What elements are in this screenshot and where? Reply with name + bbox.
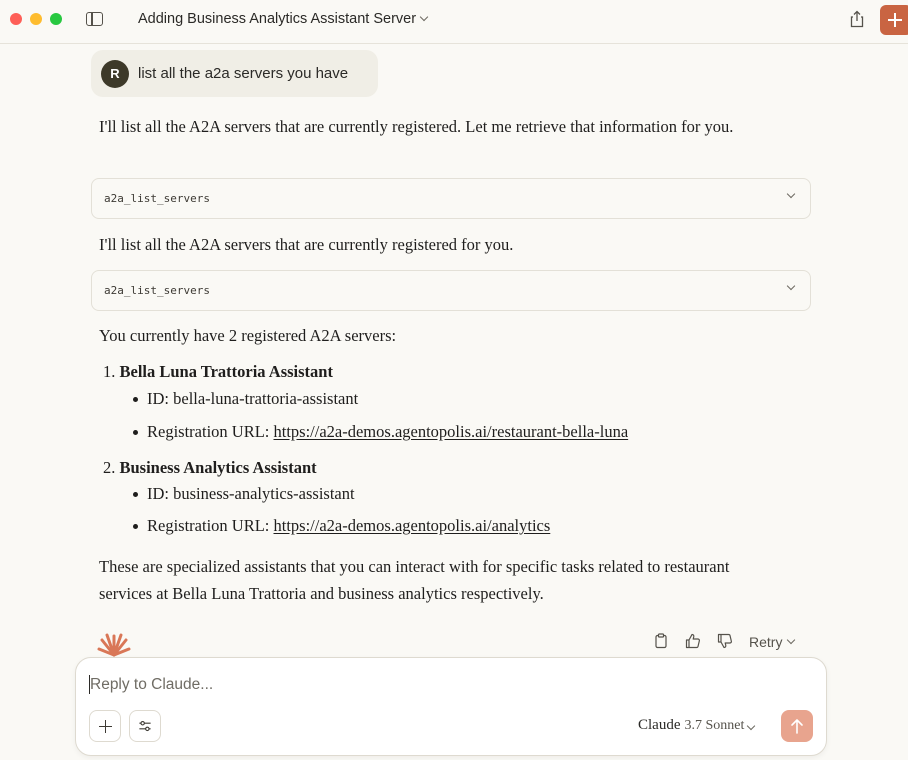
list-item	[103, 454, 317, 481]
user-message	[91, 50, 378, 97]
tool-call-expander[interactable]	[91, 178, 811, 219]
add-attachment-button[interactable]	[89, 710, 121, 742]
model-selector[interactable]	[638, 717, 754, 734]
text-caret	[89, 675, 90, 694]
assistant-paragraph: I'll list all the A2A servers that are currently registered for you.	[99, 235, 514, 254]
close-window-button[interactable]	[10, 13, 22, 25]
registration-url-label: Registration URL:	[147, 422, 274, 441]
zoom-window-button[interactable]	[50, 13, 62, 25]
servers-intro: You currently have 2 registered A2A servers:	[99, 326, 397, 345]
server-name: Business Analytics Assistant	[119, 458, 317, 477]
list-item	[103, 358, 333, 385]
sliders-icon	[130, 711, 160, 741]
chat-title-dropdown[interactable]	[138, 11, 427, 27]
tool-call-label: a2a_list_servers	[104, 284, 210, 297]
server-id: ID: business-analytics-assistant	[147, 484, 355, 503]
tools-button[interactable]	[129, 710, 161, 742]
reply-input[interactable]	[90, 673, 790, 697]
chevron-down-icon	[747, 722, 755, 730]
model-version: 3.7 Sonnet	[684, 718, 745, 733]
title-bar	[0, 0, 908, 44]
sidebar-icon[interactable]	[86, 12, 103, 26]
avatar: R	[101, 60, 129, 88]
assistant-paragraph: I'll list all the A2A servers that are currently registered. Let me retrieve that information for you.	[99, 117, 734, 136]
list-number: 1.	[103, 362, 116, 381]
minimize-window-button[interactable]	[30, 13, 42, 25]
chevron-down-icon	[787, 190, 795, 198]
registration-url-label: Registration URL:	[147, 516, 274, 535]
plus-icon[interactable]	[880, 5, 908, 35]
list-number: 2.	[103, 458, 116, 477]
composer	[75, 657, 827, 756]
send-button[interactable]	[781, 710, 813, 742]
copy-icon[interactable]	[653, 633, 669, 649]
model-name: Claude	[638, 717, 681, 733]
list-item	[133, 385, 358, 412]
user-message-text: list all the a2a servers you have	[138, 65, 349, 82]
chevron-down-icon	[787, 282, 795, 290]
chevron-down-icon	[787, 636, 795, 644]
retry-label: Retry	[749, 634, 783, 650]
list-item	[133, 512, 550, 539]
server-name: Bella Luna Trattoria Assistant	[119, 362, 333, 381]
arrow-up-icon	[781, 710, 813, 742]
registration-url-link[interactable]: https://a2a-demos.agentopolis.ai/analytics	[273, 516, 551, 535]
tool-call-expander[interactable]	[91, 270, 811, 311]
server-id: ID: bella-luna-trattoria-assistant	[147, 389, 359, 408]
list-item	[133, 418, 628, 445]
assistant-paragraph: These are specialized assistants that you can interact with for specific tasks related to restaurant services at Bella Luna Trattoria and business analytics respectively.	[99, 557, 730, 603]
chevron-down-icon	[420, 13, 428, 21]
share-icon[interactable]	[849, 10, 865, 28]
retry-button[interactable]	[749, 634, 794, 650]
claude-logo-icon	[97, 633, 131, 659]
tool-call-label: a2a_list_servers	[104, 192, 210, 205]
registration-url-link[interactable]: https://a2a-demos.agentopolis.ai/restaurant-bella-luna	[273, 422, 629, 441]
thumbs-up-icon[interactable]	[685, 633, 701, 649]
chat-title: Adding Business Analytics Assistant Server	[138, 11, 417, 27]
list-item	[133, 480, 355, 507]
thumbs-down-icon[interactable]	[717, 633, 733, 649]
